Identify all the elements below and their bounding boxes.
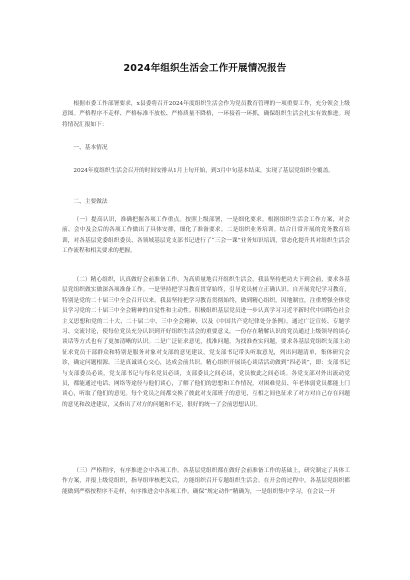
practice-item-2: （二）精心组织，认真做好会前准备工作。为高质量地召开组织生活会，我县坚持把功夫下到会前，要求各基层党组织做实做深各项准备工作。一是坚持把学习教育贯穿始终，引导党员树立正确认识。自开展党纪学习教育，特别是党的二十届三中全会召开以来，我县坚持把学习教育贯彻始终，做到精心组织，因地制宜，注重增强全体党员学习党的二十届三中全会精神的自觉性和主动性。积极组织基层党员进一步认真学习习近平新时代中国特色社会主义思想和党的二十大、二十届二中、三中全会精神，以及《中国共产党纪律处分条例》。通过广泛宣传、专题学习、交流讨论，使每位党员充分认识到开好组织生活会的重要意义。一份存在精解认识的党员通过上级领导的谈心谈话等方式也有了更加清晰的认识。二是广泛征求意见，找准问题。为找准查实问题，要求各基层党组织支部主动征求党员干部群众和特别是服务对象对支部的意见建议，党支部书记带头听取意见，列出问题清单，集体研究会诊，确定问题根源。三是真诚谈心交心，达成会前共识。精心组织开展谈心谈话活动做到“四必谈”，即：支部书记与支部委员必谈，党支部书记与每名党员必谈，支部委员之间必谈，党员彼此之间必谈。各党支部对外出流动党员，都能通过电话、网络等途径与他们谈心，了解了他们的思想和工作情况，对困难党员、年老体弱党员都能上门谈心，听取了他们的意见。每个党员之间都交换了彼此对支部班子的意见，互相之间也征求了对方对自己存在问题的意见和改进建议，又指出了对方的问题和不足，很好的统一了会前思想认识。	[62, 277, 350, 408]
practice-item-1: （一）提高认识，准确把握各项工作重点。按照上级部署，一是细化要求。根据组织生活会工作方案，对会前、会中及会后的各项工作做出了具体安排，细化了准备要求。二是组织业务培训。结合日常开展的党务教育培训，对各基层党委组织委员、各领域基层党支部书记进行了“三会一课”业务知识培训，常态化提升其对组织生活会工作流程和相关要求的把握。	[62, 217, 350, 255]
basic-situation-paragraph: 2024年度组织生活会召开的时间安排从1月上旬开始，到3月中旬基本结束，实现了基层党组织全覆盖。	[73, 168, 334, 174]
section-heading-practices: 二、主要做法	[73, 199, 108, 205]
practice-item-3: （三）严格程序，有序推进会中各项工作。各基层党组织都在做好会前准备工作的基础上，研究制定了具体工作方案，并报上级党组织，指导组审核把关后，方能组织召开专题组织生活会。在开会的过程中，各基层党组织都能做到严格按程序不走样，有序推进会中各项工作，确保“规定动作”精确为，一是组织集中学习，在会议一开	[62, 468, 350, 495]
intro-paragraph: 根据市委工作部署要求，x县委将召开2024年度组织生活会作为党员教育管理的一项重要工作，充分领会上级意图。严格程序不走样、严格标准不放松、严格质量不降格，一环接着一环抓，确保组织生活会扎实有效推进。现将情况汇报如下：	[62, 101, 350, 128]
document-title: 2024年组织生活会工作开展情况报告	[123, 63, 287, 74]
section-heading-basic: 一、基本情况	[73, 145, 108, 151]
